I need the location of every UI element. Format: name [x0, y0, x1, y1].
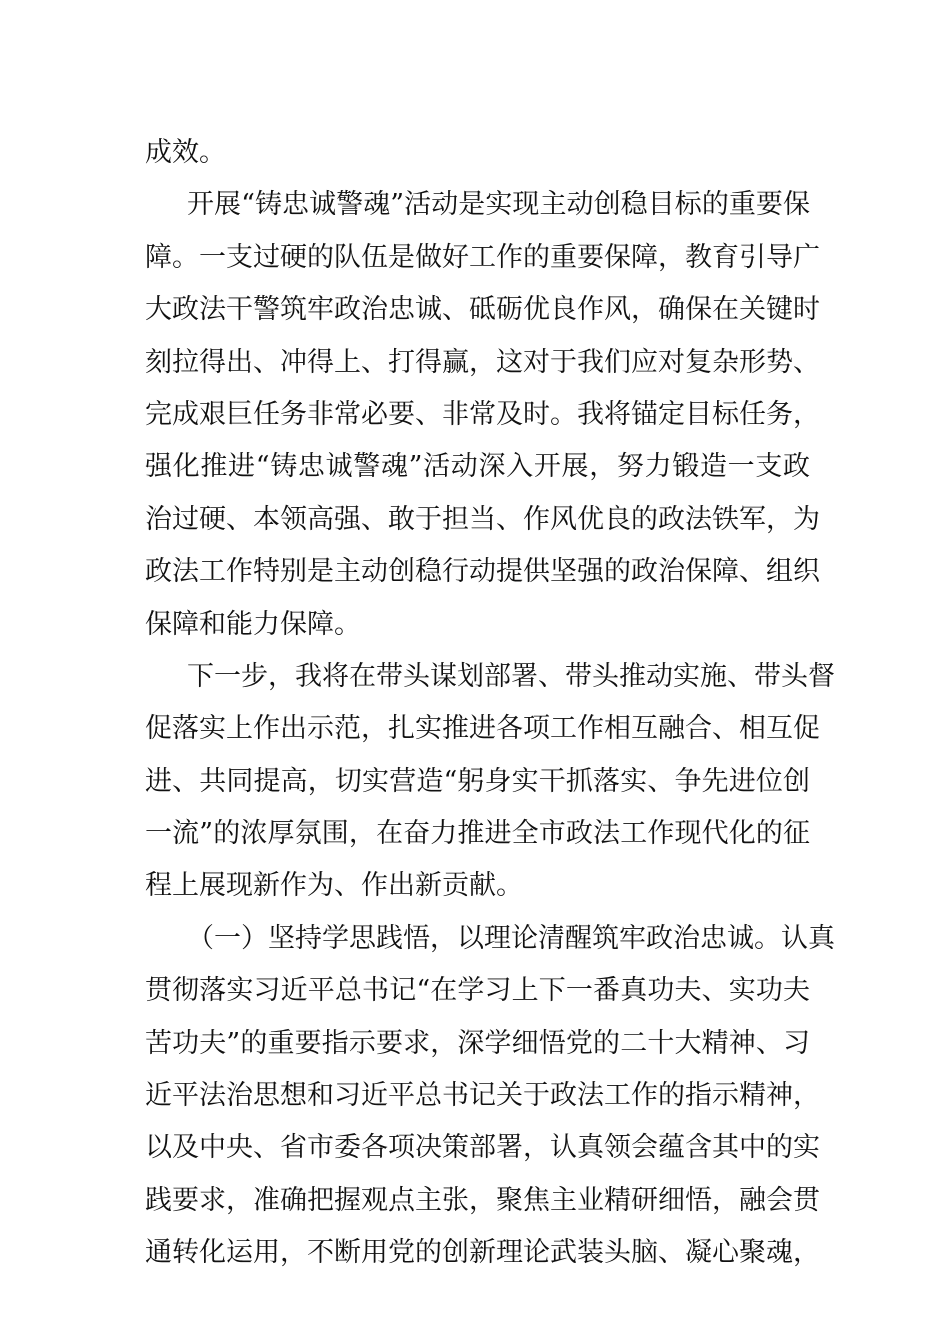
text-line: 大政法干警筑牢政治忠诚、砥砺优良作风，确保在关键时: [145, 294, 820, 326]
text-line: 通转化运用，不断用党的创新理论武装头脑、凝心聚魂，: [145, 1237, 820, 1269]
text-line: 障。一支过硬的队伍是做好工作的重要保障，教育引导广: [145, 241, 820, 273]
paragraph-first-line: 下一步，我将在带头谋划部署、带头推动实施、带头督: [187, 660, 835, 692]
text-line: 程上展现新作为、作出新贡献。: [145, 870, 523, 902]
text-line: 苦功夫”的重要指示要求，深学细悟党的二十大精神、习: [145, 1027, 810, 1059]
text-line: 强化推进“铸忠诚警魂”活动深入开展，努力锻造一支政: [145, 451, 810, 483]
text-line: 完成艰巨任务非常必要、非常及时。我将锚定目标任务，: [145, 398, 820, 430]
text-line: 刻拉得出、冲得上、打得赢，这对于我们应对复杂形势、: [145, 346, 820, 378]
text-line: 近平法治思想和习近平总书记关于政法工作的指示精神，: [145, 1080, 820, 1112]
body-text: [145, 127, 835, 1280]
text-line: 一流”的浓厚氛围，在奋力推进全市政法工作现代化的征: [145, 818, 810, 850]
paragraph-first-line: 开展“铸忠诚警魂”活动是实现主动创稳目标的重要保: [187, 189, 810, 221]
text-line: 促落实上作出示范，扎实推进各项工作相互融合、相互促: [145, 713, 820, 745]
section-heading-line: （一）坚持学思践悟，以理论清醒筑牢政治忠诚。认真: [187, 922, 835, 954]
text-line: 治过硬、本领高强、敢于担当、作风优良的政法铁军，为: [145, 503, 820, 535]
text-line: 保障和能力保障。: [145, 608, 361, 640]
text-line: 政法工作特别是主动创稳行动提供坚强的政治保障、组织: [145, 556, 820, 588]
text-line: 进、共同提高，切实营造“躬身实干抓落实、争先进位创: [145, 765, 810, 797]
text-line: 践要求，准确把握观点主张，聚焦主业精研细悟，融会贯: [145, 1184, 820, 1216]
text-line: 成效。: [145, 137, 226, 168]
text-line: 贯彻落实习近平总书记“在学习上下一番真功夫、实功夫: [145, 975, 810, 1007]
text-line: 以及中央、省市委各项决策部署，认真领会蕴含其中的实: [145, 1132, 820, 1164]
